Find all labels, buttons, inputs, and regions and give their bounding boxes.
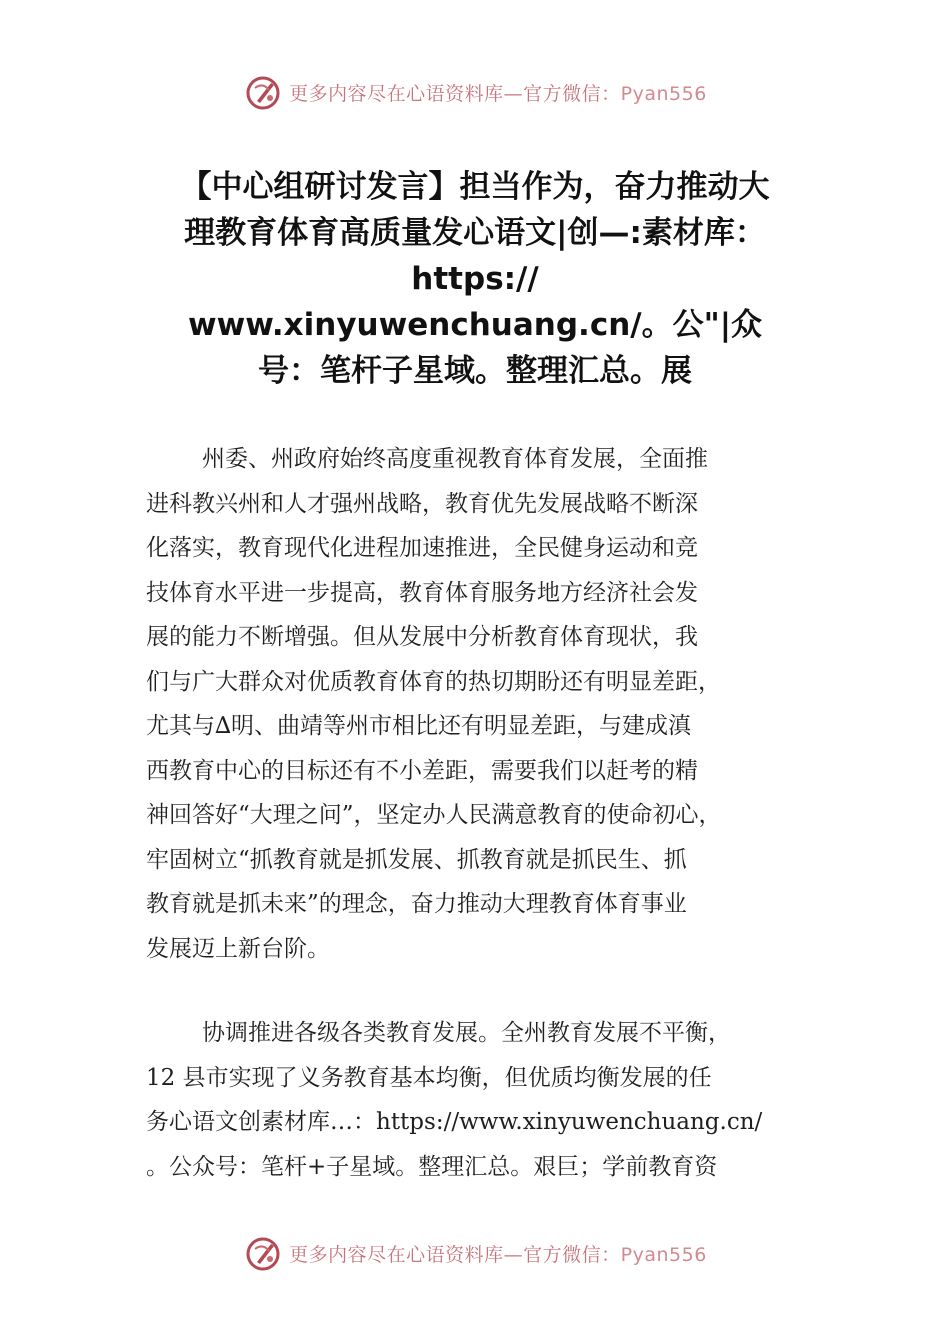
header-banner bbox=[0, 72, 950, 112]
title-line: 号：笔杆子星域。整理汇总。展 bbox=[258, 353, 692, 389]
paragraph-line: 务心语文创素材库…：https://www.xinyuwenchuang.cn/ bbox=[146, 1109, 763, 1135]
paragraph-1 bbox=[146, 437, 818, 971]
paragraph-line: 展的能力不断增强。但从发展中分析教育体育现状，我 bbox=[146, 624, 698, 650]
footer-banner bbox=[0, 1233, 950, 1273]
header-banner-label: 更多内容尽在心语资料库—官方微信： bbox=[289, 82, 621, 105]
paragraph-line: 。公众号：笔杆+子星域。整理汇总。艰巨；学前教育资 bbox=[146, 1153, 718, 1180]
paragraph-line: 教育就是抓未来”的理念，奋力推动大理教育体育事业 bbox=[146, 891, 687, 917]
paragraph-line: 发展迈上新台阶。 bbox=[146, 935, 330, 962]
paragraph-line: 尤其与∆明、曲靖等州市相比还有明显差距，与建成滇 bbox=[146, 713, 692, 739]
paragraph-line: 州委、州政府始终高度重视教育体育发展，全面推 bbox=[202, 446, 708, 472]
footer-banner-label: 更多内容尽在心语资料库—官方微信： bbox=[289, 1243, 621, 1266]
header-banner-handle: Pyan556 bbox=[620, 82, 707, 105]
footer-banner-text bbox=[289, 1240, 707, 1267]
header-banner-text bbox=[289, 79, 707, 106]
paragraph-line: 牢固树立“抓教育就是抓发展、抓教育就是抓民生、抓 bbox=[146, 846, 687, 873]
title-line: www.xinyuwenchuang.cn/。公"|众 bbox=[187, 307, 763, 343]
quill-seal-logo-icon bbox=[243, 1233, 283, 1273]
footer-banner-handle: Pyan556 bbox=[620, 1243, 707, 1266]
paragraph-line: 们与广大群众对优质教育体育的热切期盼还有明显差距， bbox=[146, 668, 721, 695]
title-line: 理教育体育高质量发心语文|创—:素材库： bbox=[184, 215, 766, 251]
title-line: https:// bbox=[411, 261, 539, 297]
paragraph-line: 协调推进各级各类教育发展。全州教育发展不平衡， bbox=[202, 1020, 731, 1046]
paragraph-2 bbox=[146, 1011, 818, 1189]
quill-seal-logo-icon bbox=[243, 72, 283, 112]
title-line: 【中心组研讨发言】担当作为，奋力推动大 bbox=[180, 169, 770, 205]
document-title bbox=[120, 164, 830, 394]
paragraph-line: 进科教兴州和人才强州战略，教育优先发展战略不断深 bbox=[146, 490, 698, 517]
paragraph-line: 化落实，教育现代化进程加速推进，全民健身运动和竞 bbox=[146, 535, 698, 561]
paragraph-line: 12 县市实现了义务教育基本均衡，但优质均衡发展的任 bbox=[146, 1064, 712, 1091]
paragraph-line: 技体育水平进一步提高，教育体育服务地方经济社会发 bbox=[146, 579, 698, 606]
paragraph-line: 西教育中心的目标还有不小差距，需要我们以赶考的精 bbox=[146, 757, 698, 784]
paragraph-line: 神回答好“大理之问”，坚定办人民满意教育的使命初心， bbox=[146, 802, 722, 828]
